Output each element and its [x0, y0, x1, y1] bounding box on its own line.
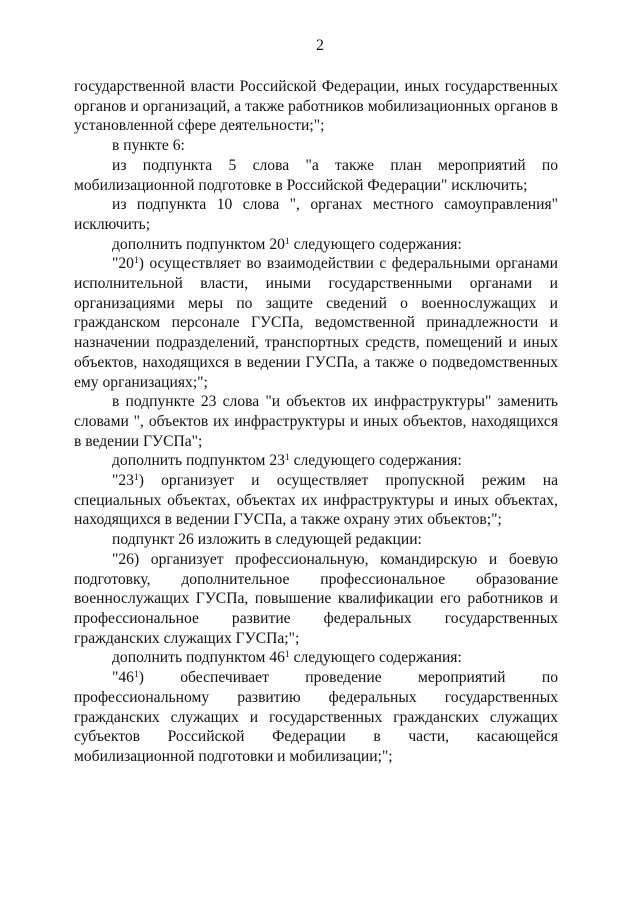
document-body — [74, 77, 558, 767]
paragraph — [74, 392, 558, 451]
superscript: 1 — [133, 473, 139, 484]
paragraph-text: "23 — [112, 472, 134, 490]
superscript: 1 — [284, 236, 290, 247]
paragraph — [74, 530, 558, 550]
paragraph-text: следующего содержания: — [289, 452, 462, 470]
paragraph-text: дополнить подпунктом 46 — [112, 649, 285, 667]
paragraph — [74, 77, 558, 136]
paragraph — [74, 136, 558, 156]
paragraph — [74, 156, 558, 195]
paragraph-text: подпункт 26 изложить в следующей редакции: — [112, 531, 422, 549]
paragraph-text: в пункте 6: — [112, 137, 185, 155]
paragraph-text: "26) организует профессиональную, командирскую и боевую подготовку, дополнительное профессиональное образование военнослужащих ГУСПа, повышение квалификации его работников и профессиональное развитие федеральных государственных гражданских служащих ГУСПа;"; — [74, 550, 558, 647]
paragraph-text: государственной власти Российской Федерации, иных государственных органов и организаций, а также работников мобилизационных органов в установленной сфере деятельности;"; — [74, 78, 558, 135]
superscript: 1 — [133, 670, 139, 681]
paragraph-text: дополнить подпунктом 20 — [112, 235, 285, 253]
paragraph-text: "46 — [112, 669, 134, 687]
paragraph-text: следующего содержания: — [289, 235, 462, 253]
superscript: 1 — [284, 453, 290, 464]
paragraph — [74, 254, 558, 392]
paragraph-text: следующего содержания: — [289, 649, 462, 667]
paragraph-text: ) организует и осуществляет пропускной режим на специальных объектах, объектах их инфраструктуры и иных объектах, находящихся в ведении ГУСПа, а также охрану этих объектов;"; — [74, 472, 558, 529]
paragraph-text: из подпункта 10 слова ", органах местного самоуправления" исключить; — [74, 196, 558, 233]
paragraph-text: из подпункта 5 слова "а также план мероприятий по мобилизационной подготовке в Российской Федерации" исключить; — [74, 156, 558, 194]
paragraph — [74, 471, 558, 530]
paragraph-text: дополнить подпунктом 23 — [112, 452, 285, 470]
superscript: 1 — [284, 650, 290, 661]
page-number: 2 — [316, 37, 324, 54]
paragraph — [74, 648, 558, 668]
paragraph — [74, 195, 558, 234]
paragraph-text: "20 — [112, 255, 134, 273]
paragraph — [74, 668, 558, 767]
paragraph — [74, 235, 558, 255]
paragraph-text: в подпункте 23 слова "и объектов их инфраструктуры" заменить словами ", объектов их инфраструктуры и иных объектов, находящихся в ведении ГУСПа"; — [74, 393, 558, 450]
superscript: 1 — [133, 256, 139, 267]
paragraph — [74, 451, 558, 471]
paragraph — [74, 550, 558, 649]
paragraph-text: ) осуществляет во взаимодействии с федеральными органами исполнительной власти, иными государственными органами и организациями меры по защите сведений о военнослужащих и гражданском персонале ГУСПа, ведомственной принадлежности и назначении подразделений, транспортных средств, помещений и иных объектов, находящихся в ведении ГУСПа, а также о подведомственных ему организациях;"; — [74, 255, 558, 391]
paragraph-text: ) обеспечивает проведение мероприятий по профессиональному развитию федеральных государственных гражданских служащих и государственных гражданских служащих субъектов Российской Федерации в части, касающейся мобилизационной подготовки и мобилизации;"; — [74, 669, 558, 765]
